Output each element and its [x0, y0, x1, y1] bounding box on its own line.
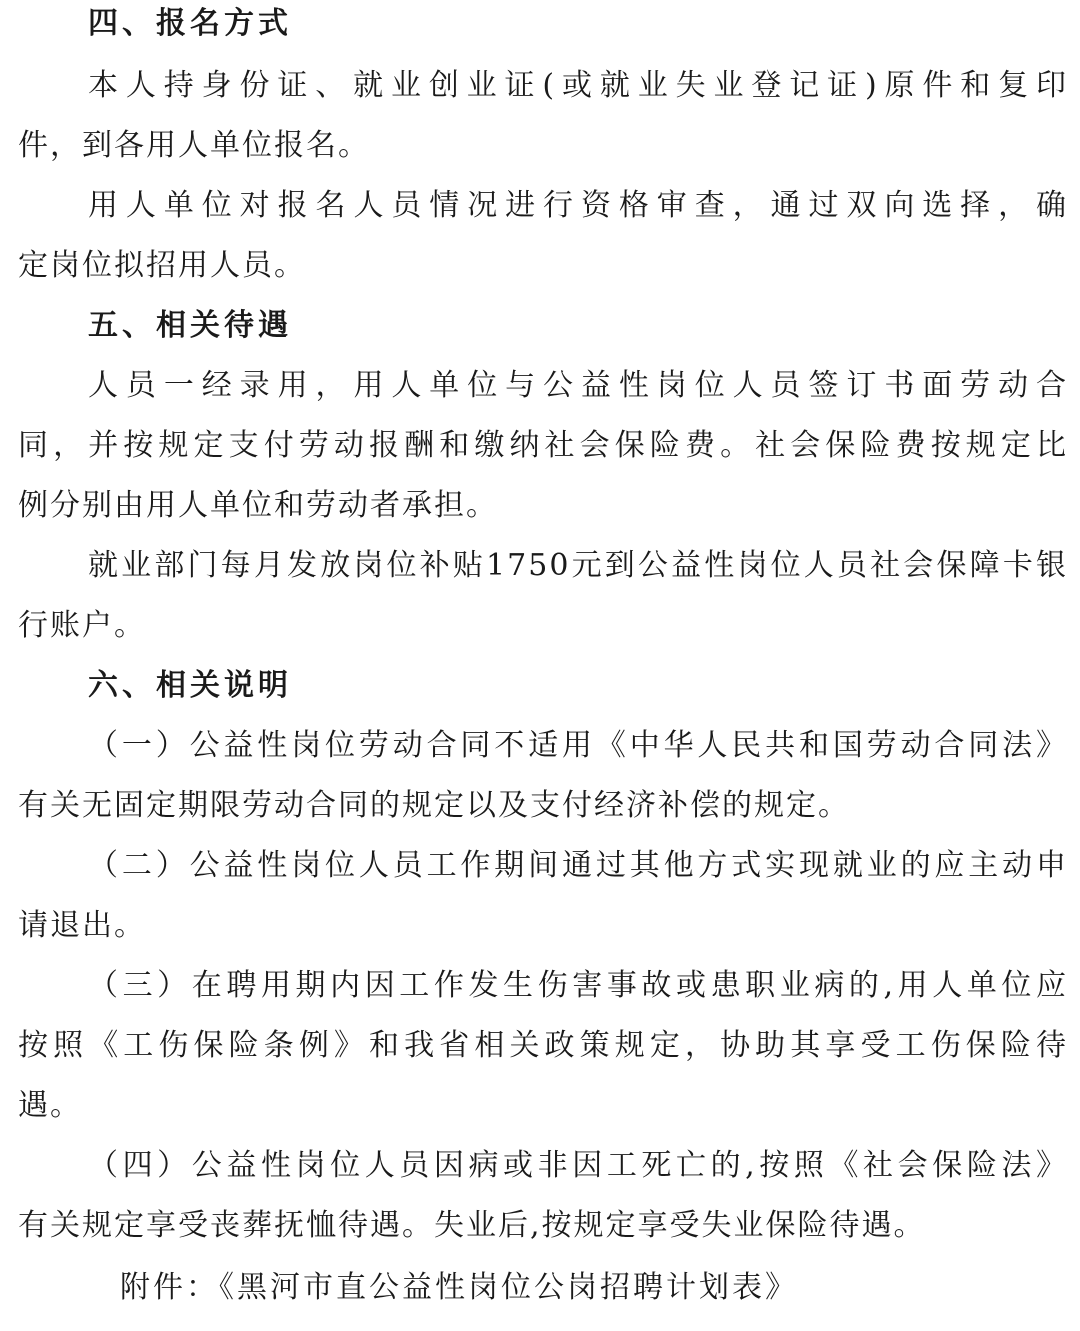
- paragraph-line: （三）在聘用期内因工作发生伤害事故或患职业病的,用人单位应: [88, 968, 1068, 1003]
- paragraph-line: 同，并按规定支付劳动报酬和缴纳社会保险费。社会保险费按规定比: [18, 428, 1068, 463]
- section-heading-benefits: 五、相关待遇: [88, 308, 292, 343]
- paragraph-line: 人员一经录用，用人单位与公益性岗位人员签订书面劳动合: [88, 368, 1068, 403]
- paragraph-line: 遇。: [18, 1088, 82, 1123]
- paragraph-line: 请退出。: [18, 908, 146, 943]
- section-heading-registration: 四、报名方式: [88, 6, 292, 41]
- paragraph-line: 就业部门每月发放岗位补贴1750元到公益性岗位人员社会保障卡银: [88, 548, 1068, 583]
- paragraph-line: 按照《工伤保险条例》和我省相关政策规定，协助其享受工伤保险待: [18, 1028, 1068, 1063]
- section-heading-notes: 六、相关说明: [88, 668, 292, 703]
- paragraph-line: 有关规定享受丧葬抚恤待遇。失业后,按规定享受失业保险待遇。: [18, 1208, 926, 1243]
- paragraph-line: 定岗位拟招用人员。: [18, 248, 306, 283]
- paragraph-line: （二）公益性岗位人员工作期间通过其他方式实现就业的应主动申: [88, 848, 1068, 883]
- paragraph-line: 行账户。: [18, 608, 146, 643]
- paragraph-line: 件，到各用人单位报名。: [18, 128, 370, 163]
- paragraph-line: 本人持身份证、就业创业证(或就业失业登记证)原件和复印: [88, 68, 1068, 103]
- attachment-note: 附件：《黑河市直公益性岗位公岗招聘计划表》: [120, 1270, 798, 1305]
- paragraph-line: 例分别由用人单位和劳动者承担。: [18, 488, 498, 523]
- paragraph-line: （一）公益性岗位劳动合同不适用《中华人民共和国劳动合同法》: [88, 728, 1068, 763]
- paragraph-line: 用人单位对报名人员情况进行资格审查，通过双向选择，确: [88, 188, 1068, 223]
- paragraph-line: 有关无固定期限劳动合同的规定以及支付经济补偿的规定。: [18, 788, 850, 823]
- paragraph-line: （四）公益性岗位人员因病或非因工死亡的,按照《社会保险法》: [88, 1148, 1068, 1183]
